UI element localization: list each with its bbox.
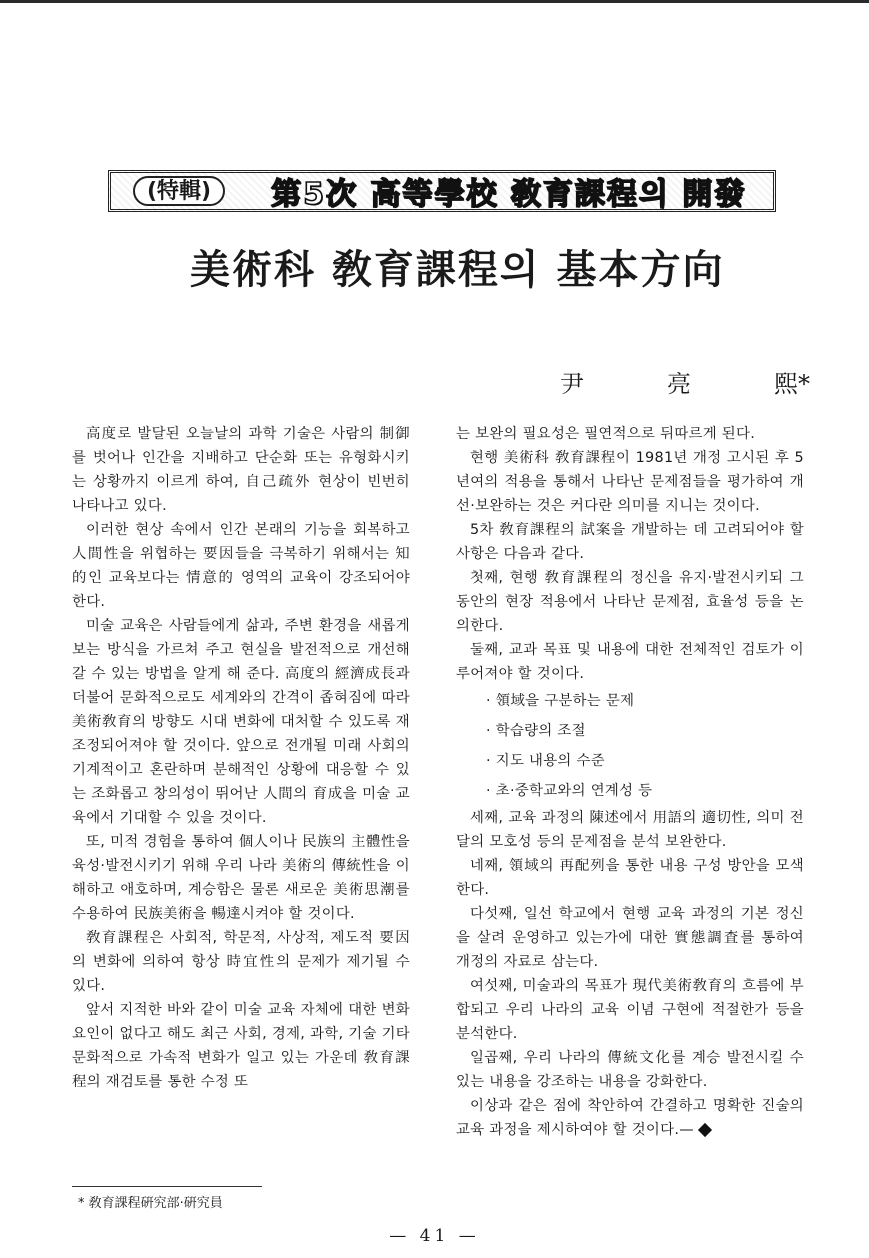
paragraph: 둘째, 교과 목표 및 내용에 대한 전체적인 검토가 이루어져야 할 것이다. xyxy=(456,642,804,682)
paragraph: 여섯째, 미술과의 목표가 現代美術敎育의 흐름에 부합되고 우리 나라의 교육 이념 구현에 적절한가 등을 분석한다. xyxy=(456,978,804,1042)
paragraph: 네째, 領域의 再配列을 통한 내용 구성 방안을 모색한다. xyxy=(456,858,804,898)
author-char: 熙* xyxy=(774,370,810,398)
list-item: · 초·중학교와의 연계성 등 xyxy=(486,776,804,806)
top-border xyxy=(0,0,869,3)
end-mark-icon xyxy=(698,1123,712,1137)
right-column xyxy=(456,422,804,1142)
list-item: · 領域을 구분하는 문제 xyxy=(486,686,804,716)
paragraph: 高度로 발달된 오늘날의 과학 기술은 사람의 制御를 벗어나 인간을 지배하고 단순화 또는 유형화시키는 상황까지 이르게 하여, 自己疏外 현상이 빈번히 나타나고 있다. xyxy=(72,426,410,514)
footnote-divider xyxy=(72,1186,262,1187)
left-column xyxy=(72,422,410,1094)
author-name xyxy=(560,364,810,400)
paragraph: 세째, 교육 과정의 陳述에서 用語의 適切性, 의미 전달의 모호성 등의 문제점을 분석 보완한다. xyxy=(456,810,804,850)
paragraph: 첫째, 현행 敎育課程의 정신을 유지·발전시키되 그 동안의 현장 적용에서 나타난 문제점, 효율성 등을 논의한다. xyxy=(456,570,804,634)
final-paragraph xyxy=(456,1094,804,1142)
final-paragraph-text: 이상과 같은 점에 착안하여 간결하고 명확한 진술의 교육 과정을 제시하여야 할 것이다.— xyxy=(456,1098,804,1138)
paragraph: 다섯째, 일선 학교에서 현행 교육 과정의 기본 정신을 살려 운영하고 있는가에 대한 實態調査를 통하여 개정의 자료로 삼는다. xyxy=(456,906,804,970)
banner-title: 第5次 高等學校 敎育課程의 開發 xyxy=(271,177,747,212)
list-item: · 학습량의 조절 xyxy=(486,716,804,746)
paragraph: 현행 美術科 敎育課程이 1981년 개정 고시된 후 5년여의 적용을 통해서 나타난 문제점들을 평가하여 개선·보완하는 것은 커다란 의미를 지니는 것이다. xyxy=(456,450,804,514)
page-number: — 41 — xyxy=(389,1226,480,1246)
paragraph: 이러한 현상 속에서 인간 본래의 기능을 회복하고 人間性을 위협하는 要因들을 극복하기 위해서는 知的인 교육보다는 情意的 영역의 교육이 강조되어야 한다. xyxy=(72,522,410,610)
paragraph: 敎育課程은 사회적, 학문적, 사상적, 제도적 要因의 변화에 의하여 항상 時宜性의 문제가 제기될 수 있다. xyxy=(72,930,410,994)
author-char: 尹 xyxy=(560,370,584,398)
paragraph: 5차 敎育課程의 試案을 개발하는 데 고려되어야 할 사항은 다음과 같다. xyxy=(456,522,804,562)
paragraph: 앞서 지적한 바와 같이 미술 교육 자체에 대한 변화 요인이 없다고 해도 최근 사회, 경제, 과학, 기술 기타 문화적으로 가속적 변화가 일고 있는 가운데 敎育課程의 재검토를 통한 수정 또 xyxy=(72,1002,410,1090)
footnote: * 敎育課程硏究部·硏究員 xyxy=(78,1196,223,1211)
article-title: 美術科 敎育課程의 基本方向 xyxy=(190,246,725,293)
paragraph: 미술 교육은 사람들에게 삶과, 주변 환경을 새롭게 보는 방식을 가르쳐 주고 현실을 발전적으로 개선해 갈 수 있는 방법을 알게 해 준다. 高度의 經濟成長과 더불어 문화적으로도 세계와의 간격이 좁혀짐에 따라 美術敎育의 방향도 시대 변화에 대처할 수 있도록 재조정되어져야 할 것이다. 앞으로 전개될 미래 사회의 기계적이고 혼란하며 분해적인 상황에 대응할 수 있는 조화롭고 창의성이 뛰어난 人間의 育成을 미술 교육에서 기대할 수 있을 것이다. xyxy=(72,618,410,826)
paragraph: 일곱째, 우리 나라의 傳統文化를 계승 발전시킬 수 있는 내용을 강조하는 내용을 강화한다. xyxy=(456,1050,804,1090)
list-item: · 지도 내용의 수준 xyxy=(486,746,804,776)
paragraph: 또, 미적 경험을 통하여 個人이나 民族의 主體性을 육성·발전시키기 위해 우리 나라 美術의 傳統性을 이해하고 애호하며, 계승함은 물론 새로운 美術思潮를 수용하여 民族美術을 暢達시켜야 할 것이다. xyxy=(72,834,410,922)
paragraph: 는 보완의 필요성은 필연적으로 뒤따르게 된다. xyxy=(456,426,756,442)
review-items-list xyxy=(456,686,804,806)
banner-tag: (特輯) xyxy=(133,176,225,206)
author-char: 亮 xyxy=(667,370,691,398)
special-feature-banner xyxy=(108,170,776,212)
